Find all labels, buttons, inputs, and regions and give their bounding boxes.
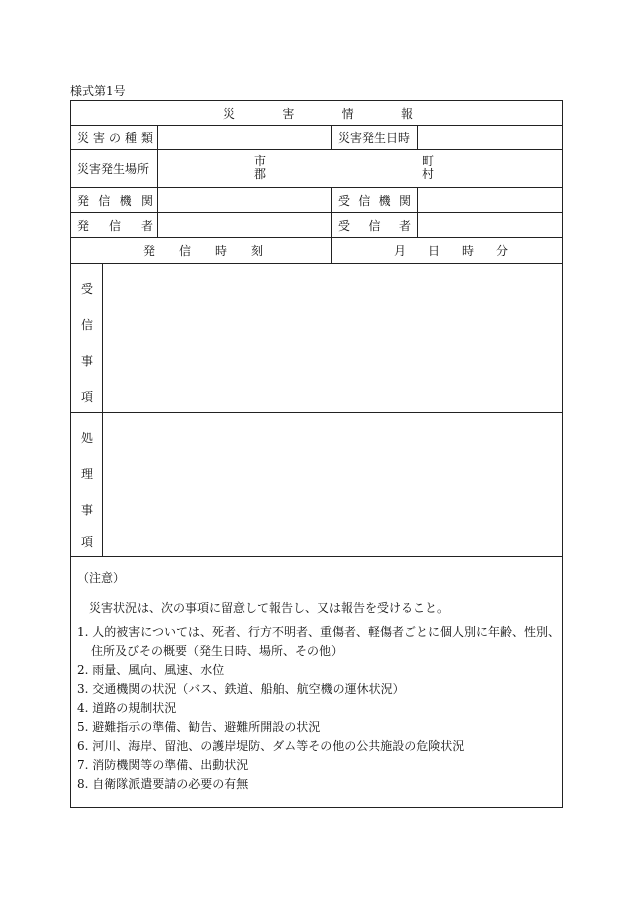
disaster-info-form — [70, 100, 563, 808]
city-unit: 市 — [254, 154, 267, 168]
note-item-2: 2. 雨量、風向、風速、水位 — [77, 663, 225, 677]
receiving-agency-label: 受 信 機 関 — [331, 188, 417, 212]
handling-matters-section — [71, 413, 562, 557]
month-unit: 月 — [394, 244, 407, 258]
town-unit: 町 — [421, 154, 434, 168]
disaster-place-label: 災害発生場所 — [77, 162, 150, 176]
note-item-4: 4. 道路の規制状況 — [77, 701, 177, 715]
note-item-5: 5. 避難指示の準備、勧告、避難所開設の状況 — [77, 720, 321, 734]
disaster-place-field[interactable] — [157, 150, 562, 187]
sender-label: 発 信 者 — [77, 218, 153, 233]
note-item-1: 1. 人的被害については、死者、行方不明者、重傷者、軽傷者ごとに個人別に年齢、性別、 — [77, 625, 561, 639]
day-unit: 日 — [427, 244, 440, 258]
village-unit: 村 — [421, 167, 434, 181]
received-matters-label: 受 信 事 項 — [71, 264, 103, 412]
occurrence-datetime-label: 災害発生日時 — [331, 126, 417, 149]
disaster-type-row — [71, 126, 562, 150]
notes-intro: 災害状況は、次の事項に留意して報告し、又は報告を受けること。 — [89, 601, 450, 615]
send-time-label: 発 信 時 刻 — [143, 244, 263, 258]
handling-matters-label: 処 理 事 項 — [71, 413, 103, 556]
sending-agency-label: 発 信 機 関 — [77, 193, 153, 208]
form-title: 災 害 情 報 — [223, 106, 413, 121]
note-item-3: 3. 交通機関の状況（バス、鉄道、船舶、航空機の運休状況） — [77, 682, 405, 696]
note-item-8: 8. 自衛隊派遣要請の必要の有無 — [77, 777, 249, 791]
sender-field[interactable] — [157, 213, 331, 237]
minute-unit: 分 — [495, 244, 508, 258]
occurrence-datetime-field[interactable] — [417, 126, 562, 149]
note-item-7: 7. 消防機関等の準備、出動状況 — [77, 758, 249, 772]
disaster-place-row — [71, 150, 562, 188]
sending-agency-field[interactable] — [157, 188, 331, 212]
notes-heading: （注意） — [77, 571, 126, 585]
form-number: 様式第1号 — [70, 84, 126, 98]
handling-matters-field[interactable] — [103, 413, 562, 556]
person-row — [71, 213, 562, 238]
receiver-label: 受 信 者 — [331, 213, 417, 237]
title-row — [71, 101, 562, 126]
received-matters-section — [71, 264, 562, 413]
receiving-agency-field[interactable] — [417, 188, 562, 212]
hour-unit: 時 — [461, 244, 474, 258]
send-time-field[interactable] — [331, 238, 562, 263]
disaster-type-label: 災 害 の 種 類 — [77, 131, 153, 145]
agency-row — [71, 188, 562, 213]
received-matters-field[interactable] — [103, 264, 562, 412]
note-item-1-continued: 住所及びその概要（発生日時、場所、その他） — [91, 644, 344, 658]
disaster-type-field[interactable] — [157, 126, 331, 149]
receiver-field[interactable] — [417, 213, 562, 237]
county-unit: 郡 — [254, 167, 267, 181]
note-item-6: 6. 河川、海岸、留池、の護岸堤防、ダム等その他の公共施設の危険状況 — [77, 739, 465, 753]
send-time-row — [71, 238, 562, 264]
